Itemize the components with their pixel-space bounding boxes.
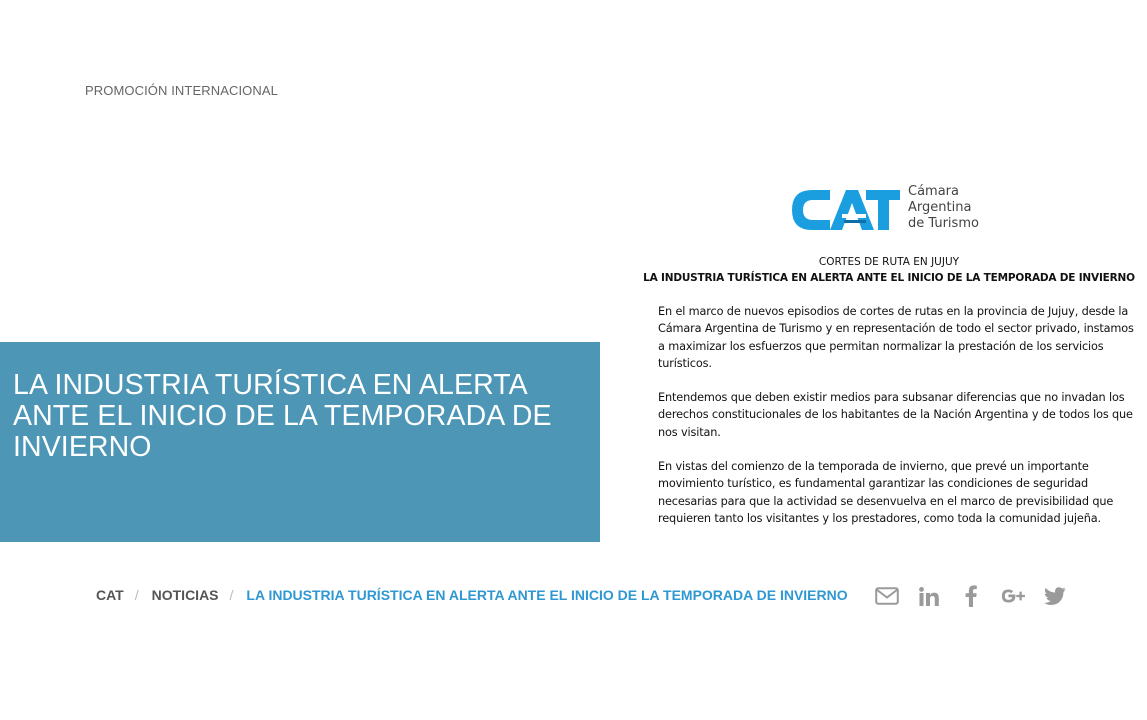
press-paragraph-1: En el marco de nuevos episodios de cortes de rutas en la provincia de Jujuy, desde la Cámara Argentina de Turismo y en representación de todo el sector privado, instamos a maximizar los esfuerzos que permitan normalizar la prestación de los servicios turísticos.	[658, 305, 1134, 371]
press-release-image	[640, 160, 1140, 540]
logo-line-de-turismo: de Turismo	[908, 216, 979, 231]
envelope-icon[interactable]	[874, 583, 900, 609]
hero-title: LA INDUSTRIA TURÍSTICA EN ALERTA ANTE EL INICIO DE LA TEMPORADA DE INVIERNO	[13, 369, 552, 463]
press-paragraph-3: En vistas del comienzo de la temporada de invierno, que prevé un importante movimiento turístico, es fundamental garantizar las condiciones de seguridad necesarias para que la actividad se desenvuelva en el marco de previsibilidad que requieren tanto los visitantes y los prestadores, como toda la comunidad jujeña.	[658, 460, 1114, 526]
breadcrumb-current: LA INDUSTRIA TURÍSTICA EN ALERTA ANTE EL INICIO DE LA TEMPORADA DE INVIERNO	[246, 587, 848, 603]
cat-logo-text	[908, 184, 979, 232]
press-paragraph-2: Entendemos que deben existir medios para subsanar diferencias que no invadan los derechos constitucionales de los habitantes de la Nación Argentina y de todos los que nos visitan.	[658, 391, 1133, 439]
breadcrumb	[96, 585, 848, 605]
google-plus-icon[interactable]	[1000, 583, 1026, 609]
breadcrumb-item-noticias[interactable]: NOTICIAS	[151, 587, 219, 603]
cat-logo	[790, 182, 990, 238]
logo-line-argentina: Argentina	[908, 200, 972, 215]
press-subtitle: CORTES DE RUTA EN JUJUY	[818, 256, 960, 268]
logo-line-camara: Cámara	[908, 184, 959, 199]
linkedin-icon[interactable]	[916, 583, 942, 609]
hero-panel	[0, 342, 600, 542]
nav-promocion-internacional[interactable]: PROMOCIÓN INTERNACIONAL	[85, 83, 278, 98]
press-headline: LA INDUSTRIA TURÍSTICA EN ALERTA ANTE EL INICIO DE LA TEMPORADA DE INVIERNO	[643, 272, 1135, 284]
cat-logo-mark	[790, 186, 902, 234]
breadcrumb-separator: /	[134, 587, 139, 603]
share-bar	[874, 583, 1068, 609]
breadcrumb-item-cat[interactable]: CAT	[96, 587, 124, 603]
twitter-icon[interactable]	[1042, 583, 1068, 609]
breadcrumb-separator: /	[229, 587, 234, 603]
facebook-icon[interactable]	[958, 583, 984, 609]
